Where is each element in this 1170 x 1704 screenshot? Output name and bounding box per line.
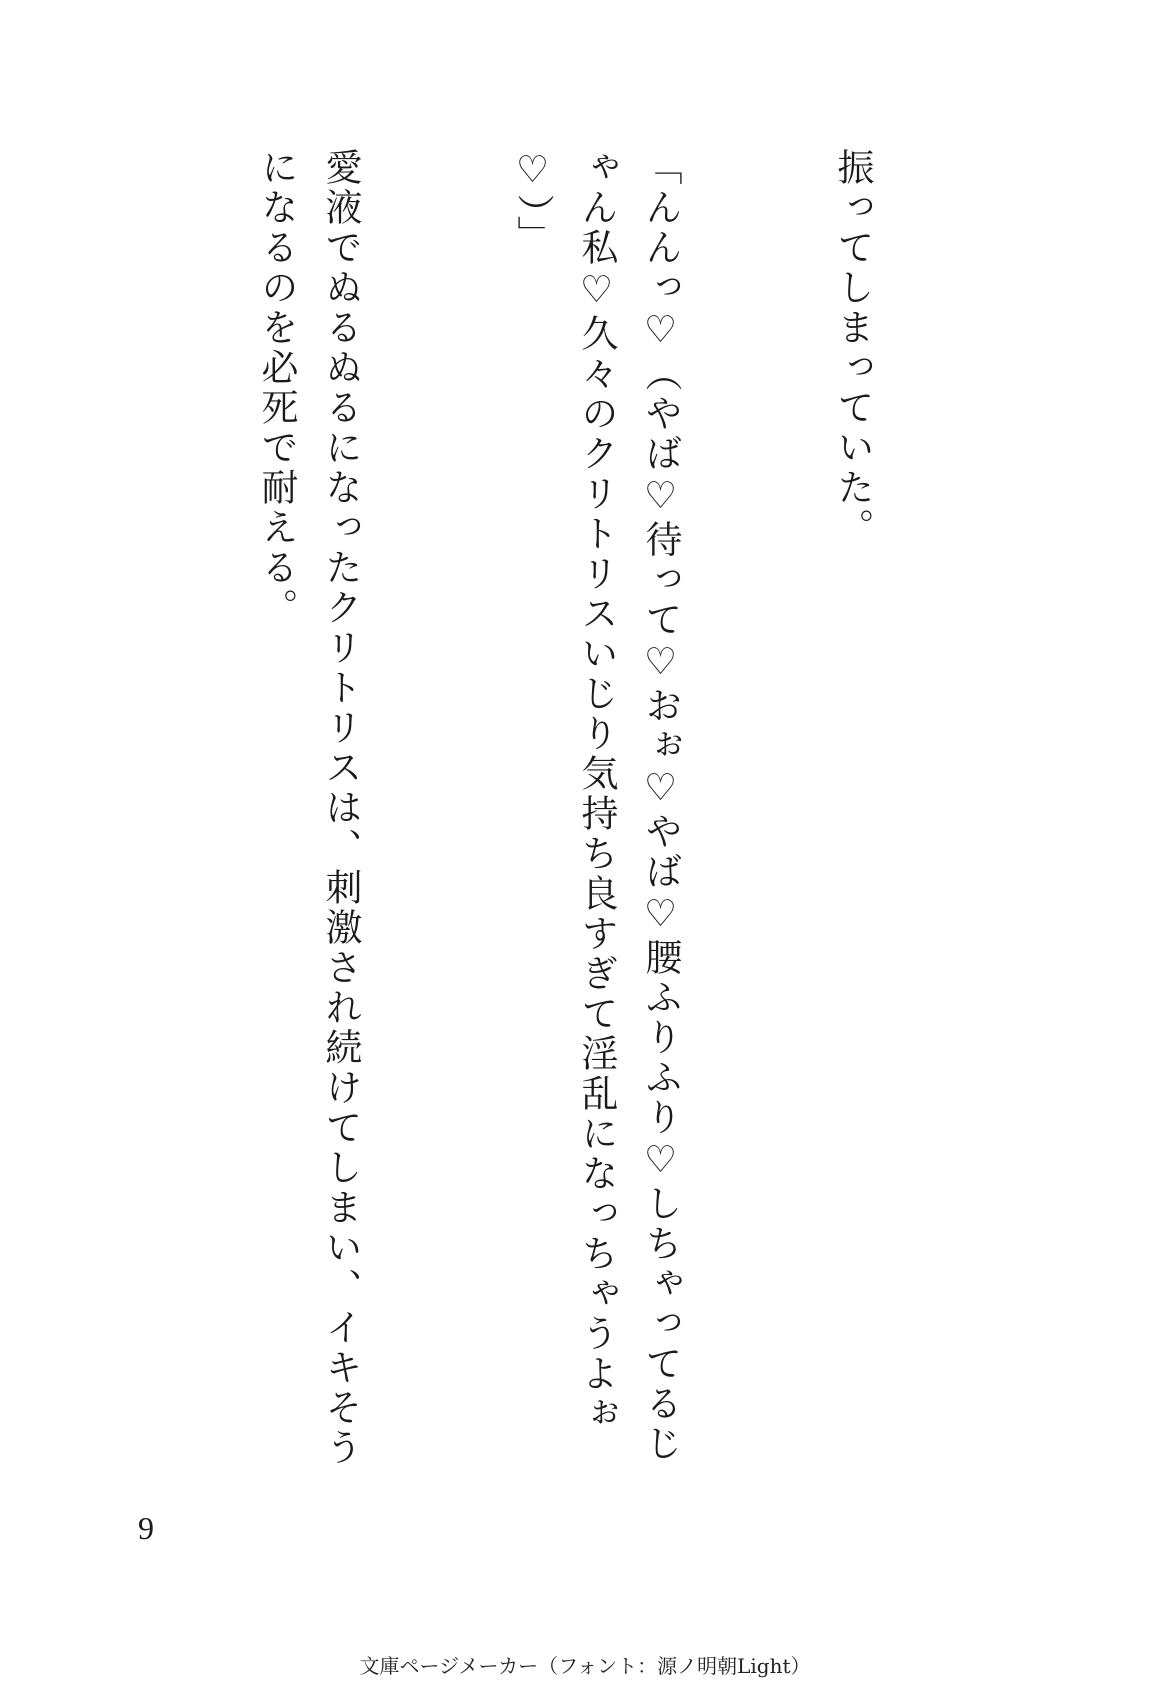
footer-credit: 文庫ページメーカー（フォント：源ノ明朝Light） <box>359 1654 811 1678</box>
vertical-body-text <box>0 148 1012 1468</box>
page-number: 9 <box>138 1510 154 1546</box>
paragraph: 愛液でぬるぬるになったクリトリスは、刺激され続けてしまい、イキそうになるのを必死で耐える。 <box>255 148 362 1468</box>
paragraph: 「んんっ♡（やば♡待って♡おぉ♡やば♡腰ふりふり♡しちゃってるじゃん私♡久々のクリトリスいじり気持ち良すぎて淫乱になっちゃうよぉ♡）」 <box>511 148 682 1464</box>
paragraph: 振ってしまっていた。 <box>831 148 874 548</box>
blank-line <box>52 148 116 1468</box>
